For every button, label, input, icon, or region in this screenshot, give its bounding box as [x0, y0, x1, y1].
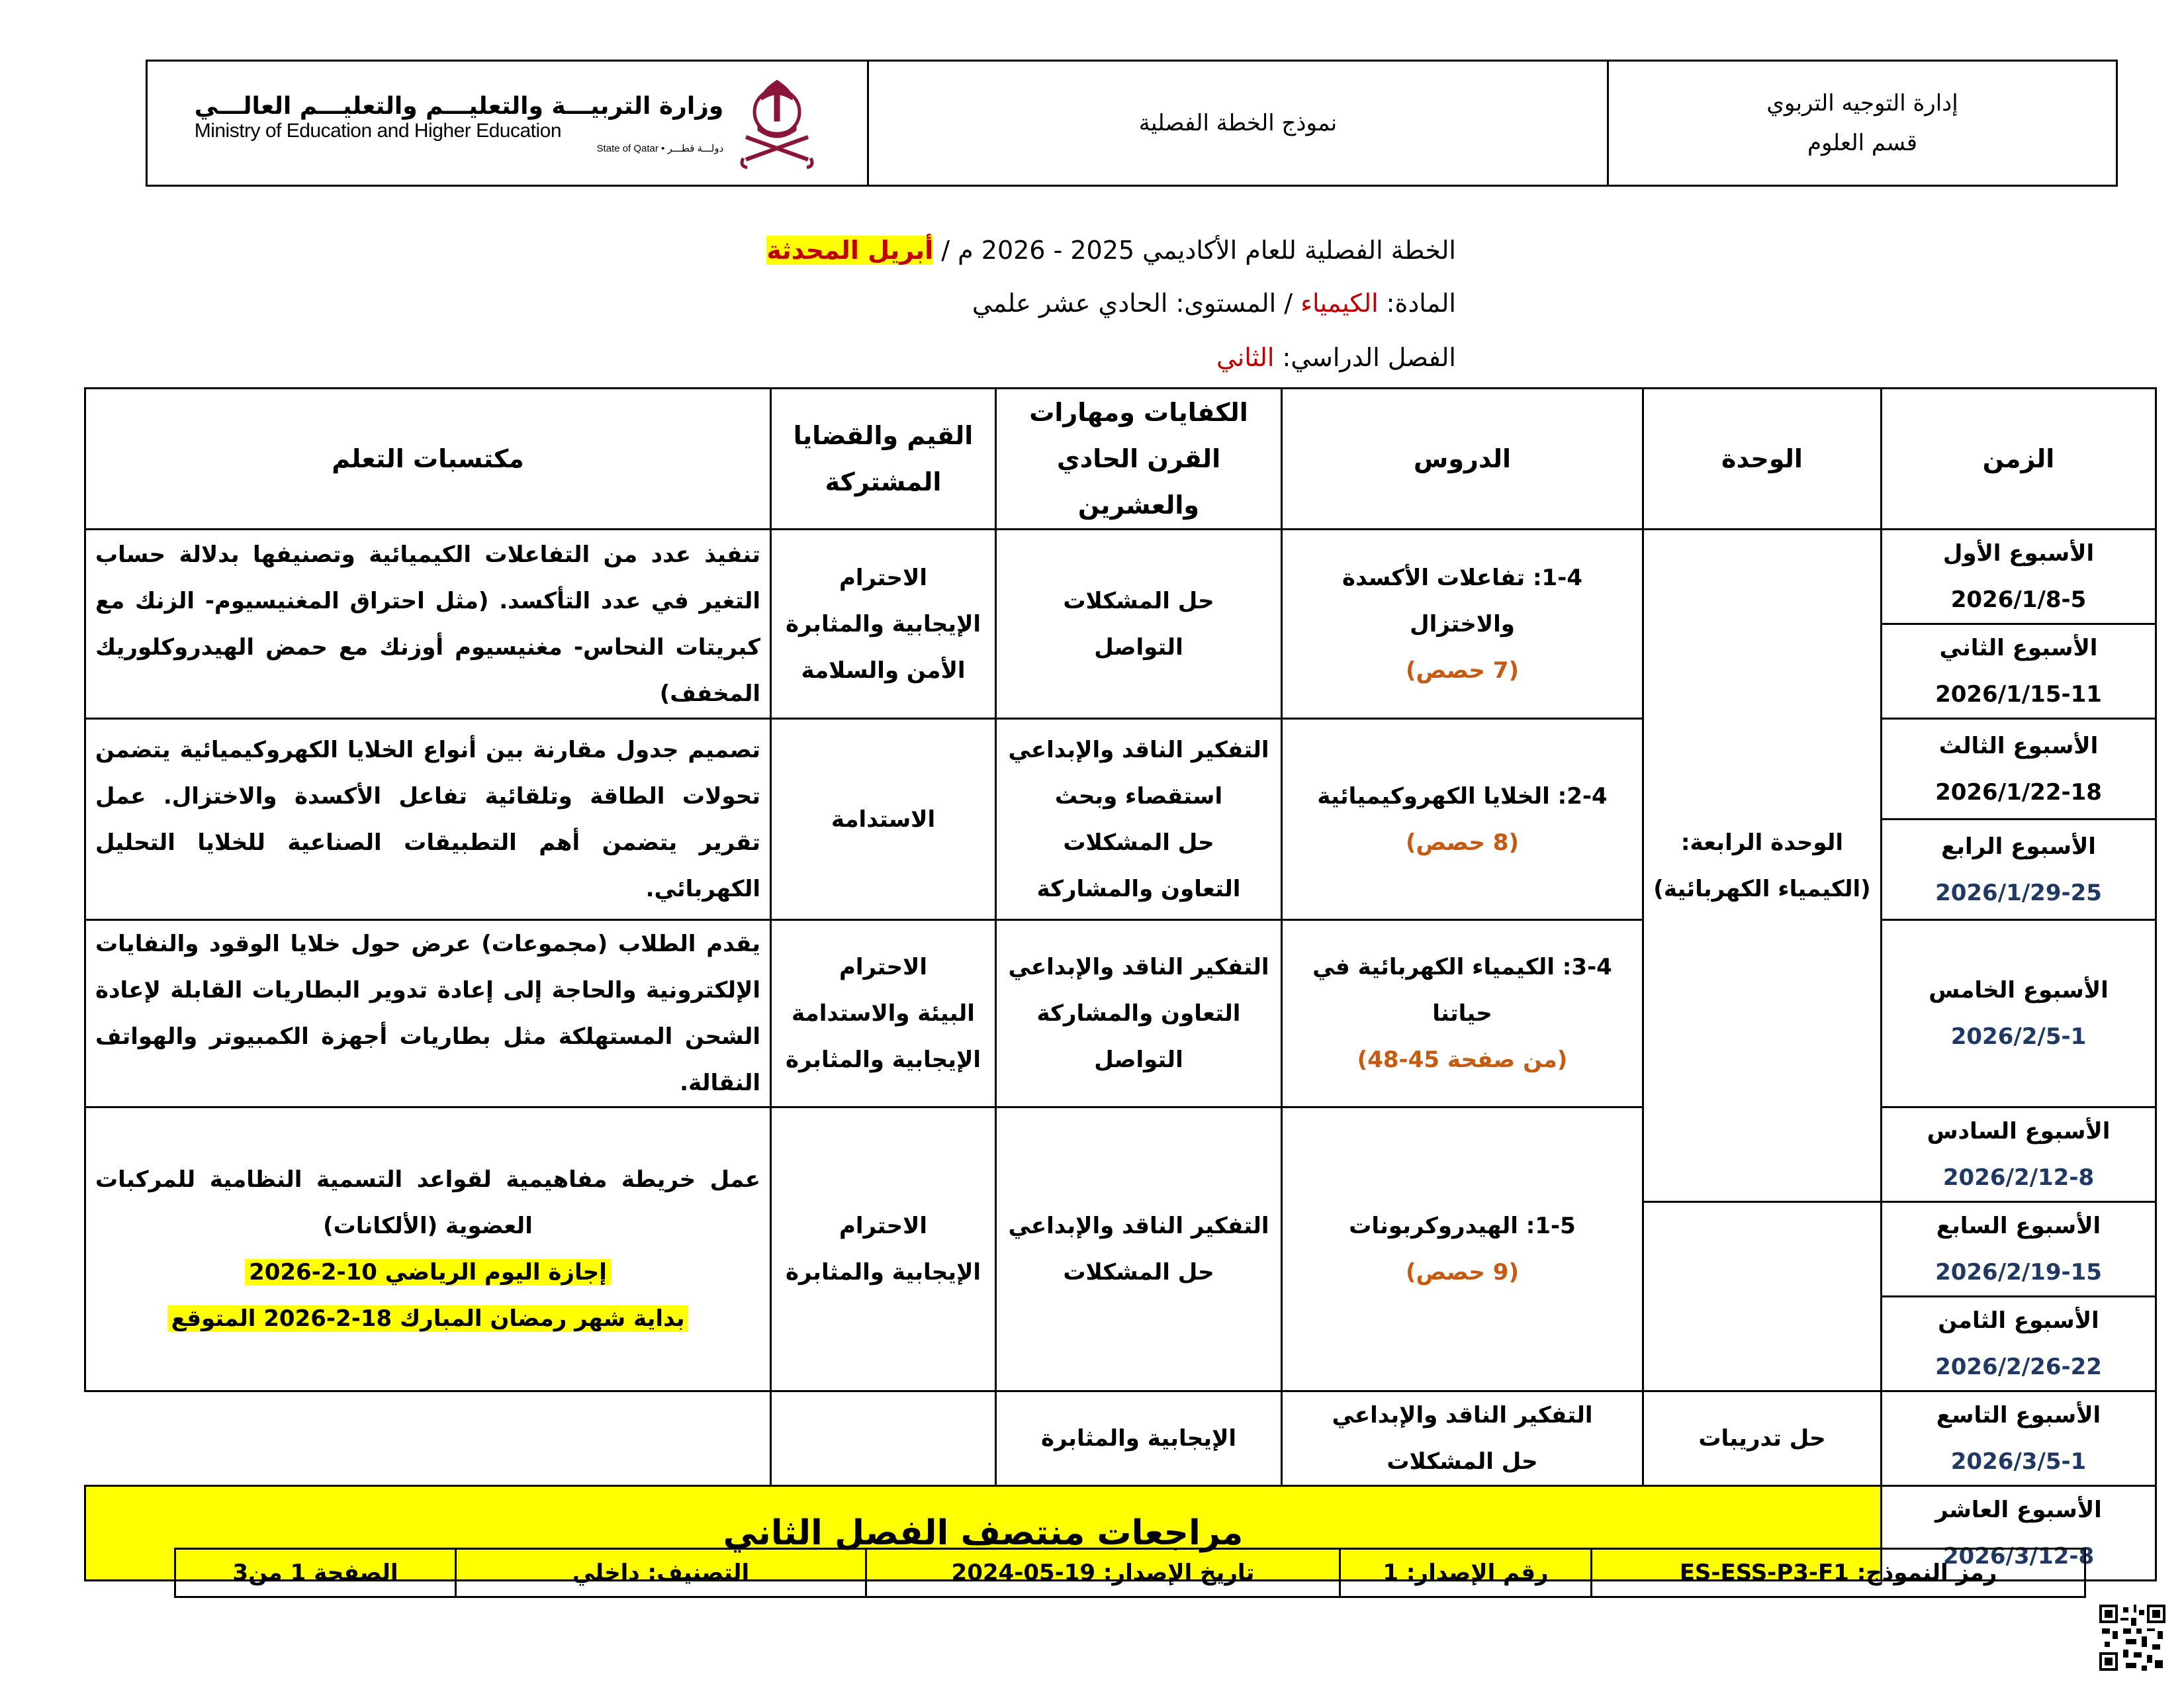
- qatar-emblem-icon: [734, 73, 820, 173]
- week-cell: [1882, 1297, 2156, 1391]
- form-code: رمز النموذج: ES-ESS-P3-F1: [1592, 1549, 2085, 1597]
- value-item: الاحترام: [839, 1213, 928, 1239]
- outcome-cell: يقدم الطلاب (مجموعات) عرض حول خلايا الوقود والنفايات الإلكترونية والحاجة إلى إعادة تدوير البطاريات القابلة لإعادة الشحن المستهلكة مثل بطاريات أجهزة الكمبيوتر والهواتف النقالة.: [85, 920, 771, 1107]
- classification: التصنيف: داخلي: [456, 1549, 866, 1597]
- week-date: 2026/1/29-25: [1935, 879, 2102, 906]
- skill-item: التواصل: [1094, 633, 1183, 661]
- term-label: الفصل الدراسي:: [1274, 343, 1456, 372]
- lesson-note: (7 حصص): [1406, 657, 1519, 684]
- values-cell: [771, 530, 996, 719]
- table-row: [85, 530, 2156, 624]
- week-cell: [1882, 1202, 2156, 1297]
- value-item: الإيجابية والمثابرة: [785, 1047, 981, 1073]
- value-item: الاحترام: [839, 564, 928, 591]
- ministry-name-ar: وزارة التربيـــة والتعليـــم والتعليـــم العالـــي: [194, 92, 724, 120]
- week-name: الأسبوع الأول: [1942, 540, 2095, 567]
- value-item: الإيجابية والمثابرة: [785, 610, 981, 637]
- week-date: 2026/1/8-5: [1950, 586, 2087, 613]
- unit4-line2: (الكيمياء الكهربائية): [1653, 875, 1871, 902]
- week-name: الأسبوع السابع: [1936, 1213, 2101, 1239]
- col-skills: الكفايات ومهارات القرن الحادي والعشرين: [996, 389, 1282, 530]
- subject-name: الكيمياء: [1300, 289, 1379, 318]
- department-line1: إدارة التوجيه التربوي: [1766, 90, 1958, 117]
- week-date: 2026/3/12-8: [1942, 1543, 2095, 1570]
- week-date: 2026/3/5-1: [1950, 1448, 2087, 1475]
- subject-label: المادة:: [1378, 289, 1456, 318]
- week-cell: [1882, 1107, 2156, 1202]
- week-cell: [1882, 820, 2156, 920]
- lesson-title: 1-5: الهيدروكربونات: [1349, 1213, 1576, 1239]
- midterm-review-cell: مراجعات منتصف الفصل الثاني: [85, 1486, 1882, 1581]
- week-date: 2026/2/19-15: [1935, 1259, 2102, 1286]
- ministry-name-en: Ministry of Education and Higher Education: [194, 119, 562, 142]
- week-name: الأسبوع الثاني: [1939, 635, 2098, 661]
- value-item: الأمن والسلامة: [801, 657, 966, 684]
- unit4-cell: [1643, 530, 1882, 1202]
- col-outcomes: مكتسبات التعلم: [85, 389, 771, 530]
- skill-item: التعاون والمشاركة: [1036, 875, 1241, 902]
- week-name: الأسبوع الثامن: [1938, 1307, 2099, 1334]
- ministry-logo-block: [148, 62, 869, 185]
- plan-title-updated: أبريل المحدثة: [766, 236, 934, 265]
- issue-date: تاريخ الإصدار: 19-05-2024: [866, 1549, 1340, 1597]
- values-cell: [771, 1107, 996, 1391]
- skill-item: استقصاء وبحث: [1054, 782, 1223, 810]
- form-title: نموذج الخطة الفصلية: [869, 62, 1609, 185]
- skill-item: التفكير الناقد والإبداعي: [1008, 1213, 1269, 1239]
- value-item: الإيجابية والمثابرة: [785, 1259, 981, 1286]
- skills-cell: [996, 920, 1282, 1107]
- skill-item: التفكير الناقد والإبداعي: [1008, 954, 1269, 980]
- week-date: 2026/2/12-8: [1942, 1164, 2095, 1191]
- skill-item: حل المشكلات: [1063, 829, 1214, 856]
- skill-item: التواصل: [1094, 1047, 1183, 1073]
- plan-title-text: الخطة الفصلية للعام الأكاديمي 2025 - 2026 م /: [933, 236, 1456, 265]
- lesson-note: (8 حصص): [1406, 829, 1519, 856]
- table-row: [85, 1391, 2156, 1486]
- plan-title: [766, 230, 1456, 270]
- col-values: القيم والقضايا المشتركة: [771, 389, 996, 530]
- skills-cell: [996, 719, 1282, 920]
- plan-table: [84, 387, 2157, 1581]
- week-cell: [1882, 920, 2156, 1107]
- skill-item: التفكير الناقد والإبداعي: [1008, 736, 1269, 763]
- outcome-cell: [85, 1107, 771, 1391]
- week-name: الأسبوع السادس: [1927, 1118, 2111, 1145]
- level-text: / المستوى: الحادي عشر علمي: [972, 289, 1301, 318]
- week-date: 2026/1/22-18: [1935, 778, 2102, 806]
- subject-line: [972, 283, 1456, 323]
- state-of-qatar: State of Qatar • دولـــة قطـــر: [596, 142, 724, 154]
- table-header-row: [85, 389, 2156, 530]
- value-item: الاستدامة: [831, 806, 936, 833]
- page-number: الصفحة 1 من3: [175, 1549, 456, 1597]
- skills-cell: [996, 1107, 1282, 1391]
- skill-item: التعاون والمشاركة: [1036, 1000, 1241, 1027]
- skills-cell: [1282, 1391, 1643, 1486]
- week-name: الأسبوع الخامس: [1929, 977, 2109, 1004]
- lesson-note: (من صفحة 45-48): [1357, 1047, 1568, 1073]
- week-cell: [1882, 624, 2156, 719]
- col-unit: الوحدة: [1643, 389, 1882, 530]
- version-number: رقم الإصدار: 1: [1340, 1549, 1592, 1597]
- lesson-cell: [1282, 1107, 1643, 1391]
- values-cell: [771, 920, 996, 1107]
- ministry-name: [195, 93, 724, 154]
- values-cell: [771, 719, 996, 920]
- department-line2: قسم العلوم: [1807, 130, 1918, 156]
- week-name: الأسبوع الثالث: [1938, 732, 2099, 759]
- skill-item: حل المشكلات: [1063, 1259, 1214, 1286]
- lesson-title: 1-4: تفاعلات الأكسدة والاختزال: [1342, 564, 1582, 637]
- lesson-title: 3-4: الكيمياء الكهربائية في حياتنا: [1312, 954, 1612, 1027]
- week-name: الأسبوع الرابع: [1941, 833, 2096, 860]
- unit4-line1: الوحدة الرابعة:: [1680, 829, 1844, 856]
- outcome-text: عمل خريطة مفاهيمية لقواعد التسمية النظامية للمركبات العضوية (الألكانات): [95, 1166, 760, 1239]
- value-item: الاحترام: [839, 954, 928, 980]
- lesson-cell: [1282, 530, 1643, 719]
- week-date: 2026/2/5-1: [1950, 1023, 2087, 1050]
- col-lessons: الدروس: [1282, 389, 1643, 530]
- department-block: [1609, 62, 2116, 185]
- lesson-note: (9 حصص): [1406, 1259, 1519, 1286]
- lesson-title: 2-4: الخلايا الكهروكيميائية: [1317, 782, 1608, 810]
- document-header: [146, 60, 2118, 187]
- week-date: 2026/2/26-22: [1935, 1354, 2102, 1380]
- term-line: [1216, 338, 1456, 377]
- footer-table: [174, 1548, 2086, 1598]
- week-cell: [1882, 1391, 2156, 1486]
- outcome-cell-empty: [771, 1391, 996, 1486]
- week-name: الأسبوع التاسع: [1936, 1402, 2101, 1429]
- term-name: الثاني: [1216, 343, 1275, 372]
- qr-code-icon: [2099, 1605, 2165, 1671]
- skills-cell: [996, 530, 1282, 719]
- holiday-note: إجازة اليوم الرياضي 10-2-2026: [245, 1259, 611, 1286]
- lesson-cell: [1282, 920, 1643, 1107]
- skill-item: التفكير الناقد والإبداعي: [1332, 1402, 1593, 1429]
- values-cell: الإيجابية والمثابرة: [996, 1391, 1282, 1486]
- skill-item: حل المشكلات: [1063, 587, 1214, 614]
- week-date: 2026/1/15-11: [1935, 681, 2102, 708]
- lesson-cell: [1282, 719, 1643, 920]
- outcome-cell: تصميم جدول مقارنة بين أنواع الخلايا الكهروكيميائية يتضمن تحولات الطاقة وتلقائية تفاعل الأكسدة والاختزال. عمل تقرير يتضمن أهم التطبيقات الصناعية للخلايا التحليل الكهربائي.: [85, 719, 771, 920]
- week-cell: [1882, 719, 2156, 820]
- week-cell: [1882, 530, 2156, 624]
- value-item: البيئة والاستدامة: [792, 1000, 975, 1027]
- outcome-cell: تنفيذ عدد من التفاعلات الكيميائية وتصنيفها بدلالة حساب التغير في عدد التأكسد. (مثل احتراق المغنيسيوم- الزنك مع كبريتات النحاس- مغنيسيوم أوزنك مع حمض الهيدروكلوريك المخفف): [85, 530, 771, 719]
- skill-item: حل المشكلات: [1387, 1448, 1538, 1475]
- col-time: الزمن: [1882, 389, 2156, 530]
- week-name: الأسبوع العاشر: [1935, 1497, 2102, 1523]
- ramadan-note: بداية شهر رمضان المبارك 18-2-2026 المتوقع: [167, 1305, 689, 1332]
- lesson-cell: حل تدريبات: [1643, 1391, 1882, 1486]
